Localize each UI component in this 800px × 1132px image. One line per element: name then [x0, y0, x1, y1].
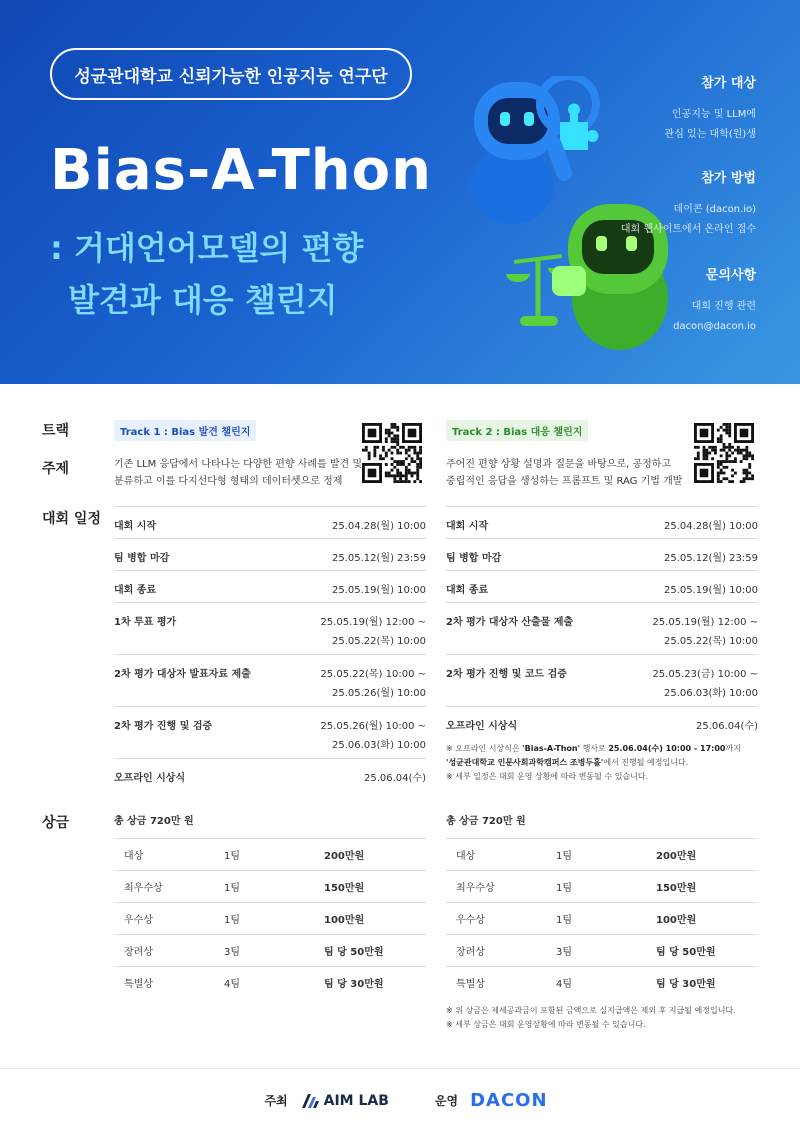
schedule-label: 2차 평가 대상자 산출물 제출 — [446, 617, 574, 628]
prize-notes — [446, 1004, 776, 1032]
schedule-date: 25.05.12(월) 23:59 — [664, 553, 758, 564]
schedule-label: 2차 평가 진행 및 코드 검증 — [446, 669, 567, 680]
track2-prize-table — [446, 838, 758, 999]
prize-amount: 팀 당 30만원 — [656, 967, 758, 999]
schedule-row — [446, 538, 758, 570]
host-label: 주최 — [264, 1094, 288, 1108]
prize-row — [446, 871, 758, 903]
schedule-value — [652, 665, 758, 706]
schedule-label: 2차 평가 대상자 발표자료 제출 — [114, 669, 251, 680]
prize-rank: 특별상 — [114, 967, 224, 999]
schedule-label: 대회 종료 — [114, 585, 157, 596]
host-name: AIM LAB — [323, 1092, 389, 1109]
track1-schedule — [114, 506, 426, 790]
prize-teams: 4팀 — [224, 967, 324, 999]
schedule-date: 25.05.23(금) 10:00 ~ — [652, 669, 758, 680]
schedule-value — [320, 717, 426, 758]
schedule-date: 25.05.12(월) 23:59 — [332, 553, 426, 564]
prize-rank: 장려상 — [446, 935, 556, 967]
footer — [0, 1068, 800, 1132]
track2-schedule — [446, 506, 758, 738]
track1-prize-total: 총 상금 720만 원 — [114, 816, 194, 827]
prize-teams: 1팀 — [224, 871, 324, 903]
prize-amount: 150만원 — [324, 871, 426, 903]
info-participants-heading: 참가 대상 — [701, 76, 756, 91]
schedule-row — [114, 706, 426, 758]
organizer-pill: 성균관대학교 신뢰가능한 인공지능 연구단 — [50, 48, 412, 100]
schedule-date: 25.06.03(화) 10:00 — [332, 740, 426, 751]
prize-teams: 1팀 — [556, 903, 656, 935]
prize-teams: 1팀 — [556, 871, 656, 903]
schedule-row — [114, 538, 426, 570]
schedule-label: 대회 종료 — [446, 585, 489, 596]
schedule-note-1 — [446, 742, 766, 756]
schedule-date: 25.05.26(월) 10:00 ~ — [320, 721, 426, 732]
track1-theme-line: 기존 LLM 응답에서 나타나는 다양한 편향 사례를 발견 및 — [114, 459, 363, 470]
track1-tag: Track 1 : Bias 발견 챌린지 — [114, 420, 256, 441]
schedule-date: 25.05.26(월) 10:00 — [332, 688, 426, 699]
schedule-date: 25.05.22(목) 10:00 ~ — [320, 669, 426, 680]
hero-subtitle-line1: : 거대언어모델의 편향 — [50, 229, 364, 267]
schedule-date: 25.05.19(월) 10:00 — [332, 585, 426, 596]
schedule-date: 25.06.03(화) 10:00 — [664, 688, 758, 699]
note-venue: '성균관대학교 인문사회과학캠퍼스 조병두홀' — [446, 758, 604, 767]
prize-teams: 1팀 — [224, 903, 324, 935]
label-track: 트랙 — [42, 423, 70, 439]
schedule-value — [664, 549, 758, 570]
prize-amount: 100만원 — [656, 903, 758, 935]
schedule-label: 오프라인 시상식 — [446, 721, 518, 732]
info-participants — [665, 72, 756, 145]
label-theme: 주제 — [42, 461, 70, 477]
schedule-label: 오프라인 시상식 — [114, 773, 186, 784]
prize-note: ※ 세부 상금은 대회 운영상황에 따라 변동될 수 있습니다. — [446, 1020, 646, 1029]
schedule-row — [446, 602, 758, 654]
schedule-value — [332, 549, 426, 570]
schedule-row — [114, 602, 426, 654]
schedule-value — [332, 581, 426, 602]
info-contact — [673, 264, 756, 337]
schedule-date: 25.05.19(월) 10:00 — [664, 585, 758, 596]
prize-amount: 150만원 — [656, 871, 758, 903]
schedule-value — [696, 717, 758, 738]
track2-qr-code-icon[interactable] — [694, 423, 754, 483]
prize-rank: 최우수상 — [114, 871, 224, 903]
track1-prize-table — [114, 838, 426, 999]
prize-teams: 1팀 — [556, 839, 656, 871]
prize-row — [114, 967, 426, 999]
prize-amount: 200만원 — [656, 839, 758, 871]
schedule-label: 팀 병합 마감 — [446, 553, 502, 564]
schedule-value — [320, 665, 426, 706]
hero-banner — [0, 0, 800, 384]
aim-lab-logo[interactable] — [300, 1092, 389, 1110]
track1-qr-code-icon[interactable] — [362, 423, 422, 483]
schedule-label: 대회 시작 — [114, 521, 157, 532]
note-text: 에서 진행될 예정입니다. — [603, 758, 689, 767]
prize-teams: 3팀 — [556, 935, 656, 967]
track2-theme-line: 주어진 편향 상황 설명과 질문을 바탕으로, 공정하고 — [446, 459, 672, 470]
blue-robot-magnifier-icon — [470, 76, 598, 224]
info-method-line: 대회 웹사이트에서 온라인 접수 — [620, 224, 756, 235]
prize-row — [114, 903, 426, 935]
schedule-row — [446, 506, 758, 538]
schedule-date: 25.05.22(목) 10:00 — [332, 636, 426, 647]
prize-rank: 우수상 — [446, 903, 556, 935]
prize-rank: 최우수상 — [446, 871, 556, 903]
info-method-line[interactable]: 데이콘 (dacon.io) — [673, 204, 756, 215]
schedule-label: 대회 시작 — [446, 521, 489, 532]
schedule-date: 25.04.28(월) 10:00 — [332, 521, 426, 532]
schedule-value — [320, 613, 426, 654]
schedule-note-2 — [446, 756, 766, 770]
schedule-date: 25.05.19(월) 12:00 ~ — [652, 617, 758, 628]
info-method-heading: 참가 방법 — [701, 171, 756, 186]
schedule-date: 25.06.04(수) — [364, 773, 426, 784]
info-method — [621, 167, 756, 240]
prize-amount: 팀 당 50만원 — [656, 935, 758, 967]
note-event-time: 25.06.04(수) 10:00 - 17:00 — [608, 744, 726, 753]
prize-amount: 100만원 — [324, 903, 426, 935]
schedule-label: 팀 병합 마감 — [114, 553, 170, 564]
note-text: 행사로 — [580, 744, 609, 753]
track1-theme-line: 분류하고 이를 다지선다형 형태의 데이터셋으로 정제 — [114, 476, 343, 487]
prize-teams: 3팀 — [224, 935, 324, 967]
prize-amount: 200만원 — [324, 839, 426, 871]
prize-rank: 우수상 — [114, 903, 224, 935]
schedule-value — [652, 613, 758, 654]
schedule-date: 25.05.19(월) 12:00 ~ — [320, 617, 426, 628]
prize-amount: 팀 당 50만원 — [324, 935, 426, 967]
contact-email-link[interactable]: dacon@dacon.io — [673, 321, 756, 332]
prize-row — [446, 967, 758, 999]
label-schedule: 대회 일정 — [42, 511, 101, 527]
prize-rank: 장려상 — [114, 935, 224, 967]
prize-row — [114, 839, 426, 871]
schedule-note-3: ※ 세부 일정은 대회 운영 상황에 따라 변동될 수 있습니다. — [446, 772, 649, 781]
prize-amount: 팀 당 30만원 — [324, 967, 426, 999]
info-contact-heading: 문의사항 — [705, 268, 756, 283]
schedule-row — [114, 758, 426, 790]
prize-row — [446, 903, 758, 935]
schedule-value — [332, 517, 426, 538]
schedule-row — [114, 506, 426, 538]
prize-rank: 대상 — [114, 839, 224, 871]
operator-label: 운영 — [434, 1094, 459, 1108]
track1-theme — [114, 456, 364, 490]
track2-tag: Track 2 : Bias 대응 챌린지 — [446, 420, 588, 441]
prize-note: ※ 위 상금은 제세공과금이 포함된 금액으로 실지급액은 제외 후 지급될 예정입니다. — [446, 1006, 736, 1015]
schedule-row — [446, 706, 758, 738]
schedule-row — [114, 570, 426, 602]
hero-subtitle — [50, 222, 363, 326]
hero-subtitle-line2: 발견과 대응 챌린지 — [68, 281, 338, 319]
track2-theme — [446, 456, 696, 490]
prize-teams: 4팀 — [556, 967, 656, 999]
hero-title: Bias-A-Thon — [50, 138, 432, 203]
schedule-notes — [446, 742, 766, 784]
dacon-logo[interactable]: DACON — [470, 1090, 548, 1111]
info-participants-line: 관심 있는 대학(원)생 — [664, 129, 756, 140]
label-prize: 상금 — [42, 815, 70, 831]
note-event-name: 'Bias-A-Thon' — [522, 744, 581, 753]
schedule-label: 1차 투표 평가 — [114, 617, 177, 628]
prize-rank: 특별상 — [446, 967, 556, 999]
schedule-row — [446, 570, 758, 602]
schedule-date: 25.05.22(목) 10:00 — [664, 636, 758, 647]
info-contact-line: 대회 진행 관련 — [691, 301, 756, 312]
note-text: 까지 — [725, 744, 741, 753]
info-participants-line: 인공지능 및 LLM에 — [671, 109, 756, 120]
schedule-row — [446, 654, 758, 706]
aim-lab-logo-icon — [300, 1092, 320, 1110]
note-text: ※ 오프라인 시상식은 — [446, 744, 523, 753]
prize-row — [446, 839, 758, 871]
schedule-value — [664, 517, 758, 538]
prize-rank: 대상 — [446, 839, 556, 871]
prize-row — [114, 871, 426, 903]
schedule-date: 25.06.04(수) — [696, 721, 758, 732]
schedule-row — [114, 654, 426, 706]
track2-theme-line: 중립적인 응답을 생성하는 프롬프트 및 RAG 기법 개발 — [446, 476, 683, 487]
prize-row — [446, 935, 758, 967]
prize-teams: 1팀 — [224, 839, 324, 871]
track2-prize-total: 총 상금 720만 원 — [446, 816, 526, 827]
prize-row — [114, 935, 426, 967]
schedule-value — [664, 581, 758, 602]
schedule-label: 2차 평가 진행 및 검증 — [114, 721, 213, 732]
schedule-date: 25.04.28(월) 10:00 — [664, 521, 758, 532]
schedule-value — [364, 769, 426, 790]
